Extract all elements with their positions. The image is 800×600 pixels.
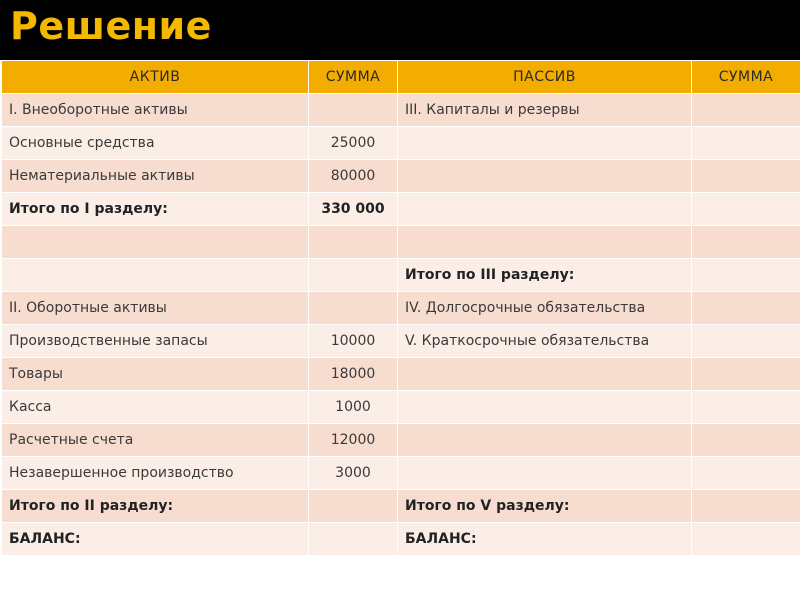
balance-table bbox=[1, 60, 800, 556]
passiv-sum-cell bbox=[692, 523, 800, 556]
aktiv-sum-cell bbox=[309, 226, 398, 259]
table-row bbox=[2, 193, 800, 226]
passiv-cell: III. Капиталы и резервы bbox=[398, 94, 692, 127]
aktiv-cell bbox=[2, 259, 309, 292]
passiv-cell bbox=[398, 160, 692, 193]
table-row bbox=[2, 490, 800, 523]
aktiv-sum-cell: 18000 bbox=[309, 358, 398, 391]
aktiv-cell: Итого по II разделу: bbox=[2, 490, 309, 523]
table-row bbox=[2, 127, 800, 160]
table-row bbox=[2, 292, 800, 325]
table-row bbox=[2, 226, 800, 259]
passiv-sum-cell bbox=[692, 424, 800, 457]
aktiv-sum-cell: 25000 bbox=[309, 127, 398, 160]
passiv-sum-cell bbox=[692, 325, 800, 358]
aktiv-cell: Нематериальные активы bbox=[2, 160, 309, 193]
header-passiv: ПАССИВ bbox=[398, 61, 692, 94]
aktiv-cell: Итого по I разделу: bbox=[2, 193, 309, 226]
aktiv-sum-cell: 1000 bbox=[309, 391, 398, 424]
passiv-sum-cell bbox=[692, 127, 800, 160]
aktiv-cell: Основные средства bbox=[2, 127, 309, 160]
passiv-cell bbox=[398, 391, 692, 424]
table-row bbox=[2, 358, 800, 391]
table-row bbox=[2, 325, 800, 358]
passiv-cell: БАЛАНС: bbox=[398, 523, 692, 556]
header-summa-1: СУММА bbox=[309, 61, 398, 94]
table-row bbox=[2, 457, 800, 490]
aktiv-cell: Расчетные счета bbox=[2, 424, 309, 457]
passiv-cell bbox=[398, 127, 692, 160]
table-row bbox=[2, 94, 800, 127]
table-row bbox=[2, 523, 800, 556]
aktiv-sum-cell: 12000 bbox=[309, 424, 398, 457]
passiv-cell: IV. Долгосрочные обязательства bbox=[398, 292, 692, 325]
header-aktiv: АКТИВ bbox=[2, 61, 309, 94]
aktiv-cell: Незавершенное производство bbox=[2, 457, 309, 490]
aktiv-sum-cell: 10000 bbox=[309, 325, 398, 358]
aktiv-cell: Производственные запасы bbox=[2, 325, 309, 358]
aktiv-sum-cell bbox=[309, 523, 398, 556]
passiv-cell: Итого по V разделу: bbox=[398, 490, 692, 523]
aktiv-sum-cell bbox=[309, 292, 398, 325]
aktiv-sum-cell bbox=[309, 490, 398, 523]
table-row bbox=[2, 259, 800, 292]
passiv-cell bbox=[398, 226, 692, 259]
passiv-sum-cell bbox=[692, 358, 800, 391]
table-row bbox=[2, 424, 800, 457]
header-summa-2: СУММА bbox=[692, 61, 800, 94]
passiv-cell bbox=[398, 457, 692, 490]
passiv-sum-cell bbox=[692, 94, 800, 127]
passiv-sum-cell bbox=[692, 490, 800, 523]
table-row bbox=[2, 391, 800, 424]
aktiv-sum-cell: 3000 bbox=[309, 457, 398, 490]
aktiv-cell bbox=[2, 226, 309, 259]
title-bar bbox=[0, 0, 800, 60]
passiv-sum-cell bbox=[692, 160, 800, 193]
passiv-cell bbox=[398, 193, 692, 226]
aktiv-sum-cell bbox=[309, 259, 398, 292]
passiv-sum-cell bbox=[692, 457, 800, 490]
passiv-cell: V. Краткосрочные обязательства bbox=[398, 325, 692, 358]
aktiv-cell: Товары bbox=[2, 358, 309, 391]
passiv-sum-cell bbox=[692, 259, 800, 292]
passiv-cell bbox=[398, 424, 692, 457]
page-title: Решение bbox=[10, 4, 212, 48]
aktiv-sum-cell bbox=[309, 94, 398, 127]
passiv-sum-cell bbox=[692, 193, 800, 226]
aktiv-sum-cell: 80000 bbox=[309, 160, 398, 193]
aktiv-cell: БАЛАНС: bbox=[2, 523, 309, 556]
table-row bbox=[2, 160, 800, 193]
passiv-sum-cell bbox=[692, 391, 800, 424]
passiv-cell bbox=[398, 358, 692, 391]
table-header-row bbox=[2, 61, 800, 94]
aktiv-cell: II. Оборотные активы bbox=[2, 292, 309, 325]
aktiv-cell: Касса bbox=[2, 391, 309, 424]
passiv-cell: Итого по III разделу: bbox=[398, 259, 692, 292]
aktiv-sum-cell: 330 000 bbox=[309, 193, 398, 226]
passiv-sum-cell bbox=[692, 292, 800, 325]
aktiv-cell: I. Внеоборотные активы bbox=[2, 94, 309, 127]
passiv-sum-cell bbox=[692, 226, 800, 259]
